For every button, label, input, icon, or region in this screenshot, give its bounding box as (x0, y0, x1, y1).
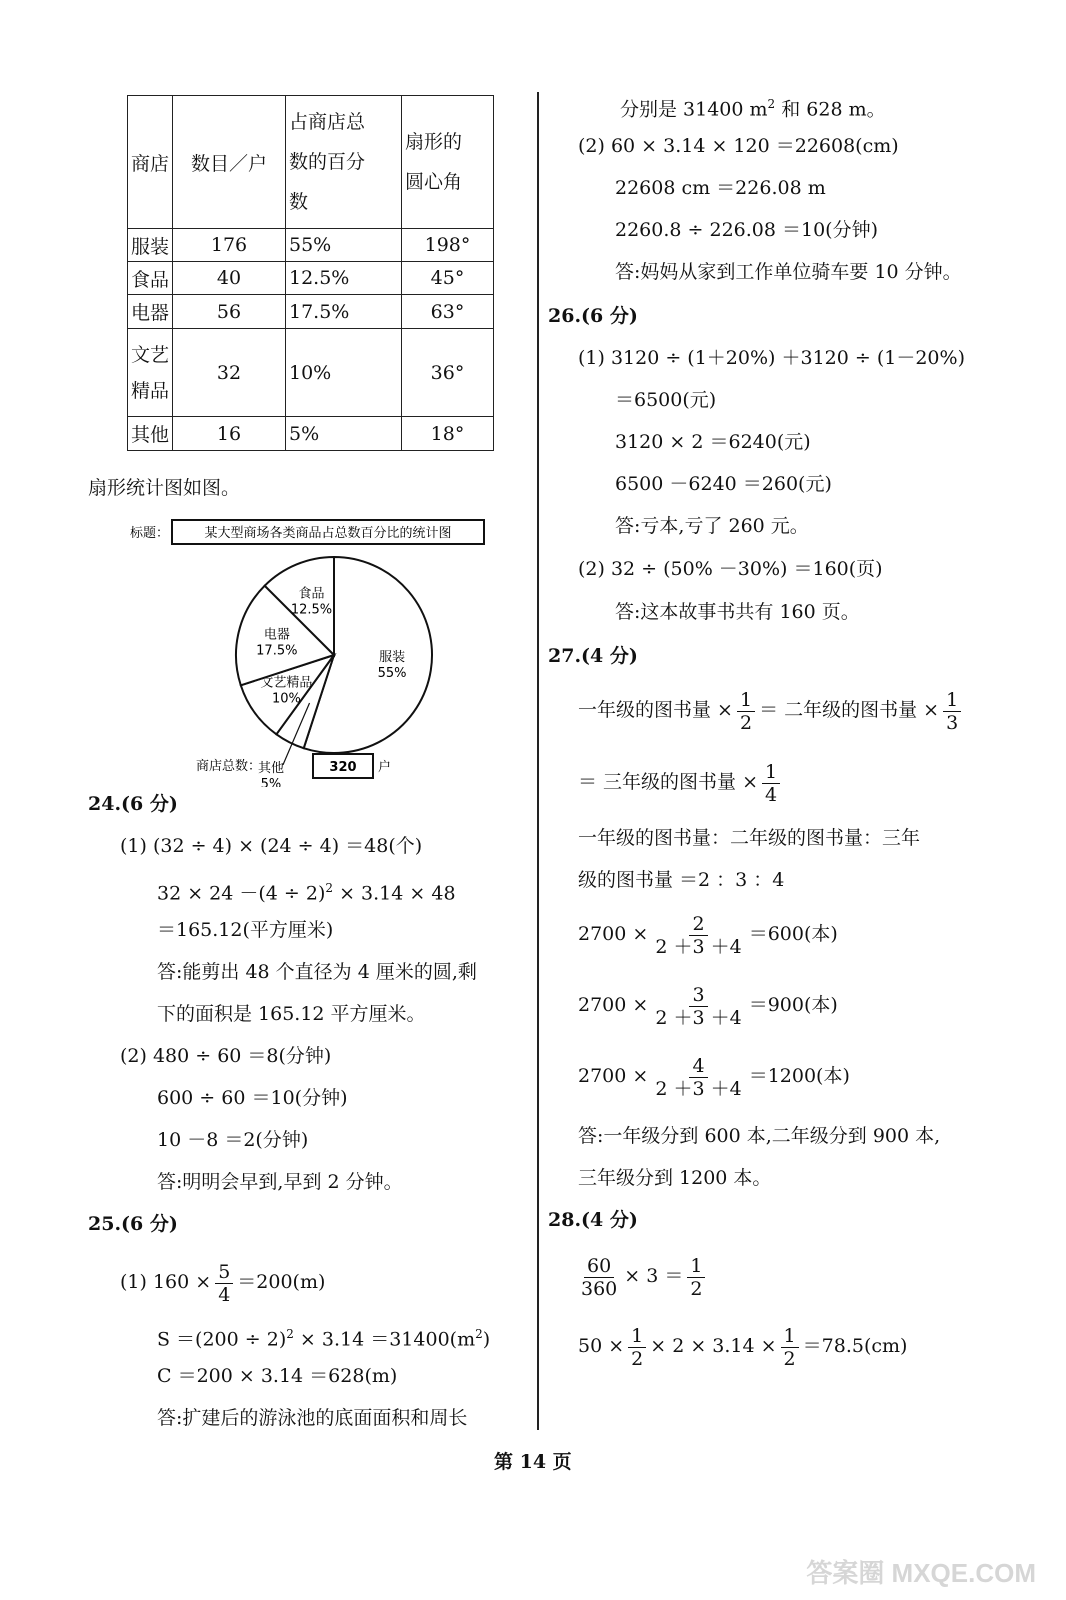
cell-name: 服装 (128, 229, 173, 262)
r-line-18: 2700 × $\frac{3}{2 +3 +4}$ ＝900(本) (578, 983, 838, 1029)
column-divider (537, 92, 539, 1430)
table-row (128, 329, 494, 417)
table-row (128, 229, 494, 262)
cell-pct: 12.5% (286, 262, 402, 295)
r-line-4: 2260.8 ÷ 226.08 ＝10(分钟) (615, 219, 879, 241)
th-count: 数目／户 (173, 96, 286, 229)
pie-value-2: 10% (271, 691, 301, 707)
q25-1: (1) 160 × $\frac{5}{4}$ ＝200(m) (120, 1260, 326, 1306)
r-line-13: 一年级的图书量 × $\frac{1}{2}$ ＝ 二年级的图书量 × $\frac{1}{3}$ (578, 686, 965, 734)
cell-count: 56 (173, 295, 286, 329)
chart-total-label: 商店总数： (196, 759, 262, 774)
table-row (128, 262, 494, 295)
r-line-19: 2700 × $\frac{4}{2 +3 +4}$ ＝1200(本) (578, 1054, 850, 1100)
cell-angle: 36° (402, 329, 494, 417)
watermark: 答案圈 MXQE.COM (806, 1558, 1036, 1588)
page-number: 第 14 页 (494, 1451, 572, 1473)
r-line-2: (2) 60 × 3.14 × 120 ＝22608(cm) (578, 135, 899, 157)
r-line-12: 答:这本故事书共有 160 页。 (615, 601, 860, 623)
q25-circ: C ＝200 × 3.14 ＝628(m) (157, 1365, 398, 1387)
q24-2c: 10 －8 ＝2(分钟) (157, 1129, 309, 1151)
stat-table (127, 95, 494, 451)
pie-label-2: 文艺精品 (260, 675, 313, 691)
q27-heading: 27.(4 分) (548, 645, 638, 667)
q24-1c: ＝165.12(平方厘米) (157, 919, 334, 941)
cell-angle: 63° (402, 295, 494, 329)
r-line-21: 三年级分到 1200 本。 (578, 1167, 772, 1189)
r-line-17: 2700 × $\frac{2}{2 +3 +4}$ ＝600(本) (578, 912, 838, 958)
intro-text: 扇形统计图如图。 (88, 477, 241, 499)
cell-count: 32 (173, 329, 286, 417)
pie-value-0: 55% (377, 666, 407, 682)
q24-1a: (1) (32 ÷ 4) × (24 ÷ 4) ＝48(个) (120, 835, 423, 857)
cell-angle: 18° (402, 417, 494, 451)
q24-2a: (2) 480 ÷ 60 ＝8(分钟) (120, 1045, 332, 1067)
q24-2d: 答:明明会早到,早到 2 分钟。 (157, 1171, 403, 1193)
pie-label-3: 电器 (263, 627, 290, 643)
q28-heading: 28.(4 分) (548, 1209, 638, 1231)
cell-count: 40 (173, 262, 286, 295)
chart-title: 某大型商场各类商品占总数百分比的统计图 (204, 526, 452, 541)
cell-name: 文艺 精品 (128, 329, 173, 417)
r-line-23: 50 × $\frac{1}{2}$ × 2 × 3.14 × $\frac{1}{2}$ ＝78.5(cm) (578, 1324, 908, 1370)
r-line-6: (1) 3120 ÷ (1＋20%) ＋3120 ÷ (1－20%) (578, 347, 965, 369)
r-line-11: (2) 32 ÷ (50% －30%) ＝160(页) (578, 558, 883, 580)
r-line-3: 22608 cm ＝226.08 m (615, 177, 826, 199)
pie-chart (120, 512, 500, 787)
cell-name: 食品 (128, 262, 173, 295)
pie-label-1: 其他 (257, 760, 284, 776)
cell-name: 其他 (128, 417, 173, 451)
chart-title-label: 标题： (130, 526, 170, 541)
th-angle: 扇形的 圆心角 (402, 96, 494, 229)
cell-count: 16 (173, 417, 286, 451)
cell-pct: 5% (286, 417, 402, 451)
q24-1b: $32 \times 24 -(4 \div 2)^2 \times 3.14 \times 48$ (157, 881, 456, 905)
cell-angle: 198° (402, 229, 494, 262)
q26-heading: 26.(6 分) (548, 305, 638, 327)
th-shop: 商店 (128, 96, 173, 229)
r-line-7: ＝6500(元) (615, 389, 717, 411)
th-pct: 占商店总 数的百分 数 (286, 96, 402, 229)
r-line-16: 级的图书量 ＝2 ：3 ：4 (578, 869, 785, 891)
q25-area: $S =(200 \div 2)^2 \times 3.14 =31400(m^2)$ (157, 1327, 491, 1351)
r-line-20: 答:一年级分到 600 本,二年级分到 900 本, (578, 1125, 941, 1147)
cell-count: 176 (173, 229, 286, 262)
r-line-1: 分别是 31400 $m^2$ 和 628 m。 (620, 97, 886, 121)
table-row (128, 417, 494, 451)
table-row (128, 295, 494, 329)
cell-pct: 17.5% (286, 295, 402, 329)
chart-total-value: 320 (329, 760, 357, 775)
cell-angle: 45° (402, 262, 494, 295)
q24-2b: 600 ÷ 60 ＝10(分钟) (157, 1087, 348, 1109)
pie-label-0: 服装 (379, 650, 406, 666)
cell-name: 电器 (128, 295, 173, 329)
r-line-14: ＝ 三年级的图书量 × $\frac{1}{4}$ (578, 758, 784, 806)
q24-heading: 24.(6 分) (88, 793, 178, 815)
q25-answer: 答:扩建后的游泳池的底面面积和周长 (157, 1407, 468, 1429)
pie-value-1: 5% (260, 776, 282, 787)
r-line-15: 一年级的图书量：二年级的图书量：三年 (578, 827, 921, 849)
pie-slices (236, 557, 432, 787)
r-line-22: $\frac{60}{360}$ × 3 ＝ $\frac{1}{2}$ (578, 1252, 709, 1300)
chart-total-unit: 户 (378, 760, 392, 775)
r-line-5: 答:妈妈从家到工作单位骑车要 10 分钟。 (615, 261, 962, 283)
pie-value-3: 17.5% (256, 643, 298, 659)
r-line-10: 答:亏本,亏了 260 元。 (615, 515, 809, 537)
r-line-8: 3120 × 2 ＝6240(元) (615, 431, 811, 453)
q25-heading: 25.(6 分) (88, 1213, 178, 1235)
cell-pct: 55% (286, 229, 402, 262)
q24-1d: 答:能剪出 48 个直径为 4 厘米的圆,剩 (157, 961, 477, 983)
pie-label-4: 食品 (298, 586, 325, 602)
r-line-9: 6500 －6240 ＝260(元) (615, 473, 832, 495)
pie-value-4: 12.5% (290, 602, 333, 618)
cell-pct: 10% (286, 329, 402, 417)
q24-1e: 下的面积是 165.12 平方厘米。 (157, 1003, 426, 1025)
